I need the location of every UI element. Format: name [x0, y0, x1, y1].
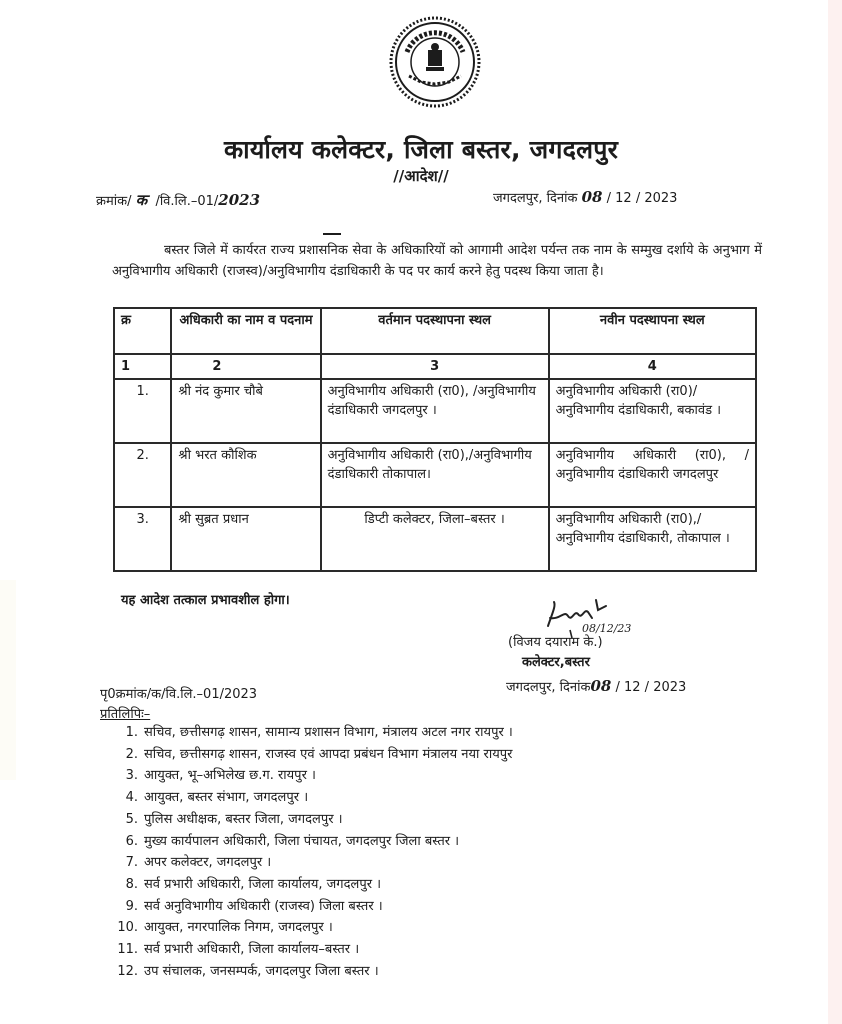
- sig-date-day: 08: [590, 677, 612, 695]
- list-item: [112, 939, 513, 961]
- list-number: 4.: [125, 790, 138, 806]
- list-item: [112, 917, 513, 939]
- date-prefix: जगदलपुर, दिनांक: [493, 191, 578, 206]
- list-number: 6.: [125, 833, 138, 849]
- row-sn: 1.: [114, 379, 171, 443]
- list-number: 10.: [117, 920, 138, 936]
- signatory-designation: कलेक्टर,बस्तर: [522, 655, 590, 670]
- date-day: 08: [581, 188, 603, 206]
- signature-date: 08/12/23: [582, 622, 632, 635]
- recipient-text: आयुक्त, भू–अभिलेख छ.ग. रायपुर ।: [144, 768, 316, 784]
- column-number: 4: [549, 354, 756, 379]
- order-reference: [96, 190, 260, 210]
- list-item: [112, 809, 513, 831]
- sig-date-rest: / 12 / 2023: [615, 680, 687, 695]
- recipient-text: सर्व प्रभारी अधिकारी, जिला कार्यालय, जगदलपुर ।: [144, 876, 382, 892]
- table-row: [114, 379, 756, 443]
- reference-handwritten-code: क: [135, 191, 148, 209]
- recipient-text: मुख्य कार्यपालन अधिकारी, जिला पंचायत, जगदलपुर जिला बस्तर ।: [144, 833, 460, 849]
- recipient-text: आयुक्त, बस्तर संभाग, जगदलपुर ।: [144, 790, 309, 806]
- header-sn: क्र: [114, 308, 171, 354]
- separator-dash: [323, 233, 341, 235]
- column-number: 3: [321, 354, 549, 379]
- reference-handwritten-year: 2023: [218, 191, 261, 209]
- list-number: 11.: [117, 942, 138, 958]
- row-new-posting: अनुविभागीय अधिकारी (रा0),/अनुविभागीय दंडाधिकारी, तोकापाल ।: [549, 507, 756, 571]
- table-row: [114, 443, 756, 507]
- list-number: 8.: [125, 876, 138, 892]
- effect-note: यह आदेश तत्काल प्रभावशील होगा।: [121, 593, 290, 608]
- row-officer-name: श्री भरत कौशिक: [171, 443, 320, 507]
- posting-table: [113, 307, 757, 572]
- table-row: [114, 507, 756, 571]
- row-current-posting: अनुविभागीय अधिकारी (रा0),/अनुविभागीय दंडाधिकारी तोकापाल।: [321, 443, 549, 507]
- endorsement-reference: पृ0क्रमांक/क/वि.लि.–01/2023: [100, 687, 258, 702]
- row-new-posting: अनुविभागीय अधिकारी (रा0), /अनुविभागीय दंडाधिकारी जगदलपुर: [549, 443, 756, 507]
- list-number: 7.: [125, 855, 138, 871]
- reference-prefix: क्रमांक/: [96, 194, 132, 209]
- list-number: 3.: [125, 768, 138, 784]
- recipient-text: आयुक्त, नगरपालिक निगम, जगदलपुर ।: [144, 920, 333, 936]
- office-title: कार्यालय कलेक्टर, जिला बस्तर, जगदलपुर: [223, 135, 619, 164]
- reference-suffix: /वि.लि.–01/: [155, 194, 219, 209]
- list-number: 5.: [125, 811, 138, 827]
- row-new-posting: अनुविभागीय अधिकारी (रा0)/अनुविभागीय दंडाधिकारी, बकावंड ।: [549, 379, 756, 443]
- header-new-posting: नवीन पदस्थापना स्थल: [549, 308, 756, 354]
- recipient-text: सर्व अनुविभागीय अधिकारी (राजस्व) जिला बस्तर ।: [144, 898, 383, 914]
- list-item: [112, 787, 513, 809]
- list-number: 1.: [125, 725, 138, 740]
- row-sn: 3.: [114, 507, 171, 571]
- recipient-text: अपर कलेक्टर, जगदलपुर ।: [144, 855, 272, 871]
- column-number: 1: [114, 354, 171, 379]
- list-item: [112, 722, 513, 744]
- list-number: 12.: [117, 963, 138, 979]
- list-item: [112, 765, 513, 787]
- recipient-text: सचिव, छत्तीसगढ़ शासन, राजस्व एवं आपदा प्रबंधन विभाग मंत्रालय नया रायपुर: [144, 746, 513, 762]
- recipient-text: पुलिस अधीक्षक, बस्तर जिला, जगदलपुर ।: [144, 811, 343, 827]
- recipient-text: सर्व प्रभारी अधिकारी, जिला कार्यालय–बस्तर ।: [144, 942, 360, 958]
- list-item: [112, 744, 513, 766]
- table-column-number-row: [114, 354, 756, 379]
- government-seal-icon: [389, 16, 481, 108]
- row-officer-name: श्री नंद कुमार चौबे: [171, 379, 320, 443]
- copy-recipients-list: [112, 722, 513, 982]
- order-heading: //आदेश//: [393, 167, 449, 185]
- list-item: [112, 874, 513, 896]
- order-date: [493, 188, 677, 206]
- row-sn: 2.: [114, 443, 171, 507]
- row-current-posting: डिप्टी कलेक्टर, जिला–बस्तर ।: [321, 507, 549, 571]
- list-item: [112, 961, 513, 983]
- table-header-row: [114, 308, 756, 354]
- date-rest: / 12 / 2023: [606, 191, 678, 206]
- list-item: [112, 852, 513, 874]
- recipient-text: सचिव, छत्तीसगढ़ शासन, सामान्य प्रशासन विभाग, मंत्रालय अटल नगर रायपुर ।: [144, 725, 513, 740]
- list-number: 2.: [125, 746, 138, 762]
- header-officer: अधिकारी का नाम व पदनाम: [171, 308, 320, 354]
- list-item: [112, 896, 513, 918]
- copy-to-heading: प्रतिलिपिः–: [100, 707, 151, 722]
- signatory-name: (विजय दयाराम के.): [508, 635, 603, 650]
- page-edge-tint: [0, 580, 16, 780]
- column-number: 2: [171, 354, 320, 379]
- list-item: [112, 831, 513, 853]
- order-paragraph: बस्तर जिले में कार्यरत राज्य प्रशासनिक सेवा के अधिकारियों को आगामी आदेश पर्यन्त तक नाम के सम्मुख दर्शाये के अनुभाग में अनुविभागीय अधिकारी (राजस्व)/अनुविभागीय दंडाधिकारी के पद पर कार्य करने हेतु पदस्थ किया जाता है।: [112, 243, 762, 279]
- recipient-text: उप संचालक, जनसम्पर्क, जगदलपुर जिला बस्तर ।: [144, 963, 379, 979]
- signature-date-line: [506, 677, 686, 695]
- row-current-posting: अनुविभागीय अधिकारी (रा0), /अनुविभागीय दंडाधिकारी जगदलपुर ।: [321, 379, 549, 443]
- list-number: 9.: [125, 898, 138, 914]
- row-officer-name: श्री सुब्रत प्रधान: [171, 507, 320, 571]
- header-current-posting: वर्तमान पदस्थापना स्थल: [321, 308, 549, 354]
- sig-date-prefix: जगदलपुर, दिनांक: [506, 680, 591, 695]
